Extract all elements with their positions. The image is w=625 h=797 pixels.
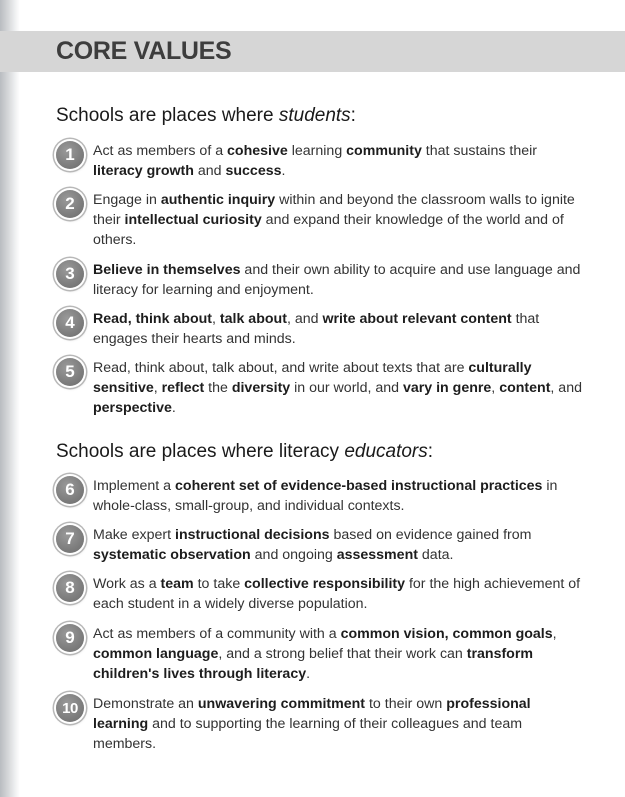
list-item-text <box>93 476 583 516</box>
body-text: , and <box>286 311 323 327</box>
list-item-text <box>93 694 583 754</box>
number-badge: 7 <box>56 525 84 553</box>
emphasis-text: community <box>346 143 422 159</box>
heading-emphasis: educators <box>344 441 428 462</box>
emphasis-text: instructional decisions <box>175 527 330 543</box>
body-text: and ongoing <box>250 547 337 563</box>
body-text: to take <box>193 576 245 592</box>
page-title: CORE VALUES <box>56 37 232 65</box>
emphasis-text: content <box>499 380 551 396</box>
emphasis-text: perspective <box>93 400 172 416</box>
number-badge: 5 <box>56 358 84 386</box>
number-badge: 6 <box>56 476 84 504</box>
list-item-text <box>93 574 583 614</box>
body-text: Work as a <box>93 576 161 592</box>
emphasis-text: talk about <box>219 311 287 327</box>
body-text: , and <box>550 380 582 396</box>
body-text: and to supporting the learning of their colleagues and team members. <box>93 716 523 752</box>
heading-prefix: Schools are places where <box>56 105 279 126</box>
number-badge: 2 <box>56 190 84 218</box>
heading-suffix: : <box>427 441 434 462</box>
section-heading-educators <box>56 441 433 463</box>
body-text: and <box>193 163 226 179</box>
emphasis-text: Believe in themselves <box>93 262 241 278</box>
body-text: , <box>212 311 220 327</box>
body-text: Read, think about, talk about, and write about texts that are <box>93 360 469 376</box>
list-item-text <box>93 141 583 181</box>
section-heading-students <box>56 105 356 127</box>
emphasis-text: common language <box>93 646 219 662</box>
list-item-text <box>93 190 583 250</box>
emphasis-text: success <box>225 163 282 179</box>
list-item-text <box>93 260 583 300</box>
body-text: . <box>171 400 176 416</box>
emphasis-text: authentic inquiry <box>160 192 276 208</box>
body-text: Engage in <box>93 192 161 208</box>
body-text: to their own <box>365 696 447 712</box>
body-text: the <box>204 380 232 396</box>
number-badge: 9 <box>56 624 84 652</box>
emphasis-text: intellectual curiosity <box>124 212 262 228</box>
emphasis-text: assessment <box>336 547 418 563</box>
body-text: , <box>552 626 557 642</box>
heading-suffix: : <box>350 105 356 126</box>
heading-prefix: Schools are places where literacy <box>56 441 345 462</box>
body-text: Act as members of a <box>93 143 228 159</box>
number-badge: 1 <box>56 141 84 169</box>
body-text: in our world, and <box>290 380 403 396</box>
emphasis-text: unwavering commitment <box>197 696 366 712</box>
body-text: , <box>491 380 500 396</box>
number-badge: 8 <box>56 574 84 602</box>
number-badge: 10 <box>56 694 84 722</box>
emphasis-text: literacy growth <box>93 163 194 179</box>
body-text: data. <box>417 547 454 563</box>
list-item-text <box>93 525 583 565</box>
body-text: in whole-class, small-group, and individual contexts. <box>93 478 558 514</box>
body-text: , and a strong belief that their work can <box>218 646 467 662</box>
emphasis-text: culturally sensitive <box>93 360 532 396</box>
body-text: Make expert <box>93 527 176 543</box>
body-text: that engages their hearts and minds. <box>93 311 540 347</box>
body-text: and their own ability to acquire and use language and literacy for learning and enjoyment. <box>93 262 581 298</box>
emphasis-text: transform children's lives through literacy <box>93 646 533 682</box>
body-text: and expand their knowledge of the world and of others. <box>93 212 564 248</box>
body-text: . <box>281 163 286 179</box>
emphasis-text: reflect <box>161 380 205 396</box>
body-text: Implement a <box>93 478 176 494</box>
number-badge: 3 <box>56 260 84 288</box>
emphasis-text: collective responsibility <box>244 576 406 592</box>
emphasis-text: systematic observation <box>93 547 251 563</box>
number-badge: 4 <box>56 309 84 337</box>
body-text: Act as members of a community with a <box>93 626 341 642</box>
emphasis-text: write about relevant content <box>322 311 512 327</box>
body-text: Demonstrate an <box>93 696 198 712</box>
body-text: within and beyond the classroom walls to ignite their <box>93 192 575 228</box>
emphasis-text: coherent set of evidence-based instructional practices <box>175 478 543 494</box>
body-text: , <box>153 380 162 396</box>
list-item-text <box>93 624 583 684</box>
body-text: that sustains their <box>421 143 537 159</box>
emphasis-text: Read, think about <box>93 311 213 327</box>
heading-emphasis: students <box>278 105 351 126</box>
emphasis-text: professional learning <box>93 696 531 732</box>
body-text: . <box>306 666 311 682</box>
list-item-text <box>93 309 583 349</box>
page-spine-shadow <box>0 0 20 797</box>
body-text: based on evidence gained from <box>329 527 532 543</box>
emphasis-text: diversity <box>231 380 291 396</box>
body-text: learning <box>287 143 347 159</box>
list-item-text <box>93 358 583 418</box>
emphasis-text: common vision, common goals <box>340 626 553 642</box>
emphasis-text: vary in genre <box>402 380 492 396</box>
emphasis-text: team <box>160 576 194 592</box>
emphasis-text: cohesive <box>227 143 288 159</box>
body-text: for the high achievement of each student in a widely diverse population. <box>93 576 581 612</box>
